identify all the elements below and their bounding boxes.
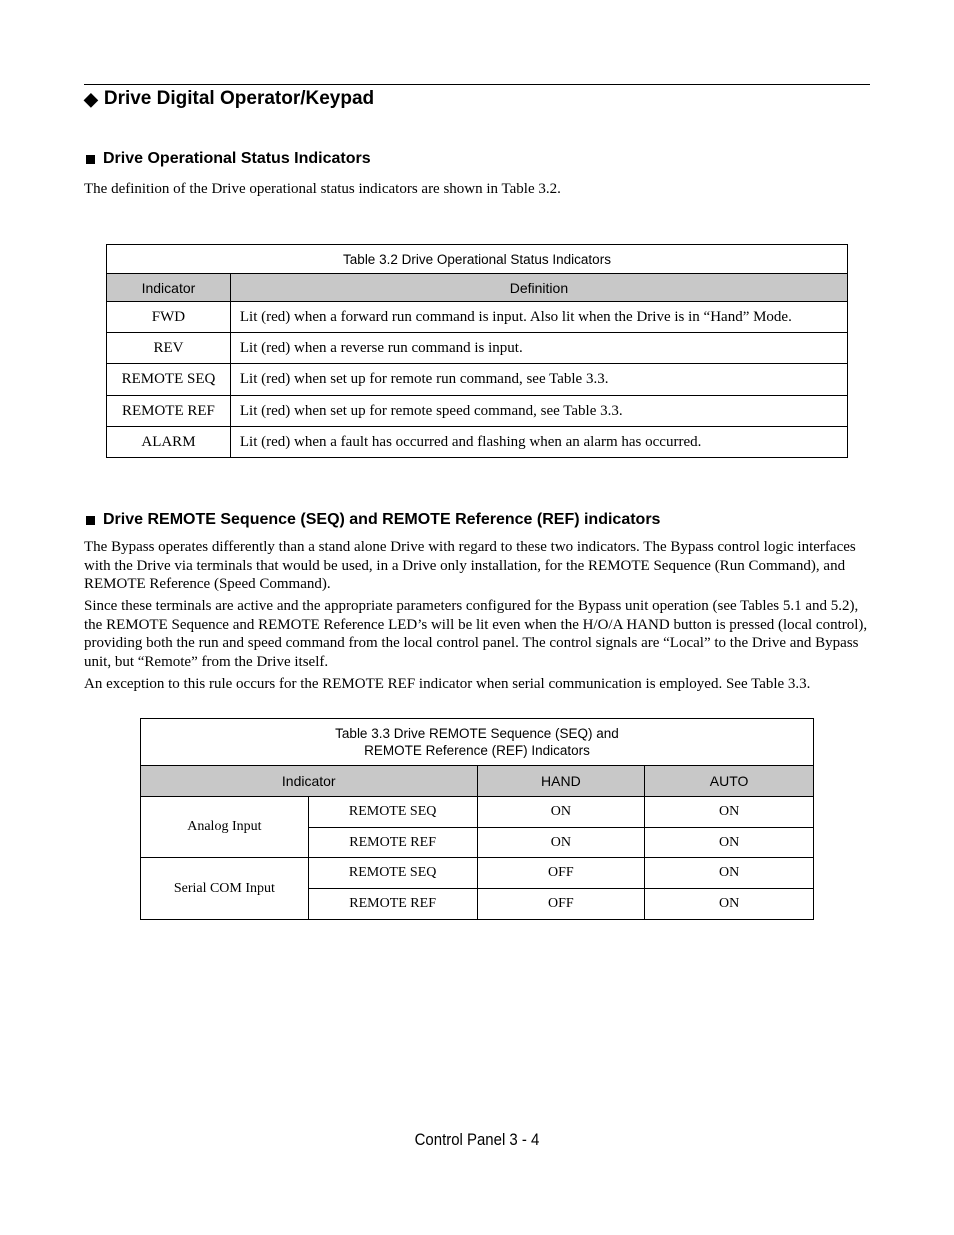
hand-cell: OFF (477, 889, 645, 920)
indicator-cell: REMOTE SEQ (308, 797, 477, 828)
table-row (107, 364, 848, 396)
auto-cell: ON (645, 858, 814, 889)
table-3-3 (140, 718, 814, 920)
subsection-title: Drive REMOTE Sequence (SEQ) and REMOTE Reference (REF) indicators (103, 511, 661, 528)
caption-line: REMOTE Reference (REF) Indicators (364, 743, 590, 758)
hand-cell: OFF (477, 858, 645, 889)
column-header: Indicator (107, 274, 231, 302)
intro-paragraph: The definition of the Drive operational status indicators are shown in Table 3.2. (84, 181, 561, 197)
diamond-bullet-icon: ◆ (84, 88, 98, 109)
hand-cell: ON (477, 828, 645, 858)
table-3-2 (106, 244, 848, 458)
table-row (141, 858, 814, 889)
body-paragraph: Since these terminals are active and the appropriate parameters configured for the Bypass unit operation (see Tables 5.1 and 5.2), the REMOTE Sequence and REMOTE Reference LED’s will be lit even when the H/O/A HAND button is pressed (local control), providing both the run and speed command from the local control panel. The control signals are “Local” to the Drive and Bypass unit, but “Remote” from the Drive itself. (84, 598, 868, 670)
definition-cell: Lit (red) when a reverse run command is input. (230, 333, 847, 364)
column-header: HAND (477, 766, 645, 797)
table-row (107, 333, 848, 364)
indicator-cell: REMOTE SEQ (107, 364, 231, 396)
table-row (107, 396, 848, 427)
indicator-cell: REV (107, 333, 231, 364)
body-paragraph: An exception to this rule occurs for the REMOTE REF indicator when serial communication is employed. See Table 3.3. (84, 676, 811, 692)
column-header: Definition (230, 274, 847, 302)
page-footer: Control Panel 3 - 4 (414, 1130, 540, 1149)
subsection-heading-remote (84, 511, 660, 529)
hand-cell: ON (477, 797, 645, 828)
indicator-cell: REMOTE REF (107, 396, 231, 427)
auto-cell: ON (645, 828, 814, 858)
square-bullet-icon (86, 516, 95, 525)
input-type-cell: Analog Input (141, 797, 309, 858)
subsection-heading-status (84, 150, 371, 168)
definition-cell: Lit (red) when set up for remote speed command, see Table 3.3. (230, 396, 847, 427)
definition-cell: Lit (red) when a forward run command is input. Also lit when the Drive is in “Hand” Mode. (230, 302, 847, 333)
indicator-cell: FWD (107, 302, 231, 333)
indicator-cell: ALARM (107, 427, 231, 458)
indicator-cell: REMOTE SEQ (308, 858, 477, 889)
column-header: Indicator (141, 766, 478, 797)
subsection-title: Drive Operational Status Indicators (103, 150, 371, 167)
definition-cell: Lit (red) when a fault has occurred and flashing when an alarm has occurred. (230, 427, 847, 458)
auto-cell: ON (645, 889, 814, 920)
body-paragraph: The Bypass operates differently than a stand alone Drive with regard to these two indicators. The Bypass control logic interfaces with the Drive via terminals that would be used, in a Drive only installation, for the REMOTE Sequence (Run Command), and REMOTE Reference (Speed Command). (84, 539, 856, 593)
caption-line: Table 3.3 Drive REMOTE Sequence (SEQ) and (335, 726, 619, 741)
auto-cell: ON (645, 797, 814, 828)
table-row (107, 427, 848, 458)
table-caption: Table 3.2 Drive Operational Status Indicators (107, 245, 848, 274)
indicator-cell: REMOTE REF (308, 889, 477, 920)
table-row (141, 797, 814, 828)
section-title: Drive Digital Operator/Keypad (103, 88, 375, 109)
square-bullet-icon (86, 155, 95, 164)
input-type-cell: Serial COM Input (141, 858, 309, 920)
definition-cell: Lit (red) when set up for remote run command, see Table 3.3. (230, 364, 847, 396)
top-rule (84, 84, 870, 85)
table-caption (141, 719, 814, 766)
section-heading (84, 88, 374, 110)
indicator-cell: REMOTE REF (308, 828, 477, 858)
table-row (107, 302, 848, 333)
column-header: AUTO (645, 766, 814, 797)
